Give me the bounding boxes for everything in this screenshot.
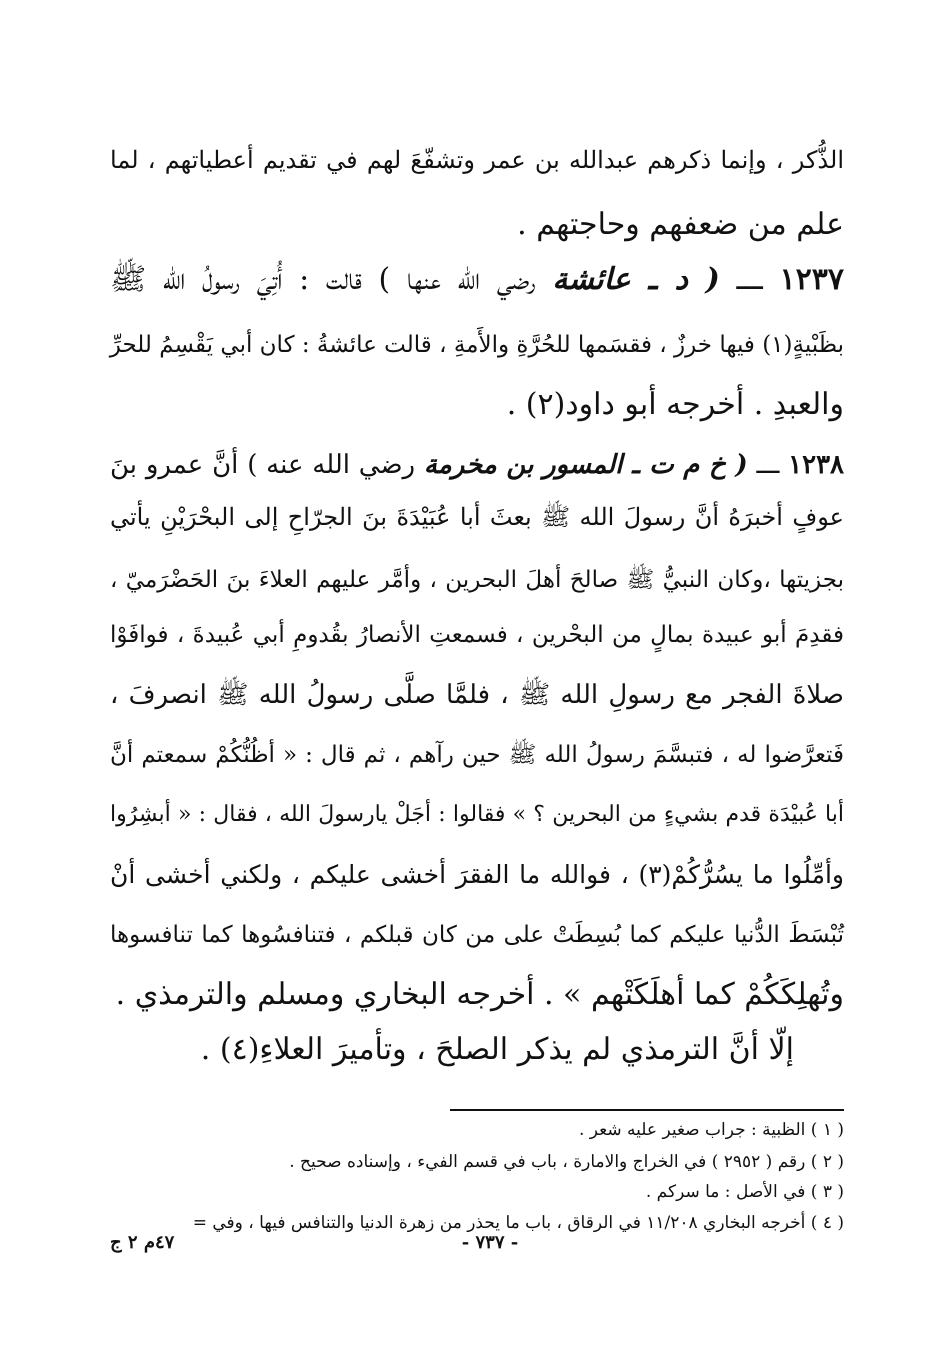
text-line: بجزيتها ،وكان النبيُّ ﷺ صالحَ أهلَ البحرين ، وأمَّر عليهم العلاءَ بنَ الحَضْرَميّ ، <box>110 567 844 593</box>
footnote-2: ( ٢ ) رقم ( ٢٩٥٢ ) في الخراج والامارة ، باب في قسم الفيء ، وإسناده صحيح . <box>289 1152 844 1172</box>
hadith-source-code: ( خ م ت ـ المسور بن مخرمة <box>423 450 748 480</box>
text-line: فَتعرَّضوا له ، فتبسَّمَ رسولُ الله ﷺ حين رآهم ، ثم قال : « أظُنُّكُمْ سمعتم أنَّ <box>110 742 844 768</box>
text-line: والعبدِ . أخرجه أبو داود(٢) . <box>506 387 844 422</box>
text-line: تُبْسَطَ الدُّنيا عليكم كما بُسِطَتْ على من كان قبلكم ، فتنافسُوها كما تنافسوها <box>110 922 844 948</box>
text-line: وأمِّلُوا ما يسُرُّكُمْ(٣) ، فوالله ما الفقرَ أخشى عليكم ، ولكني أخشى أنْ <box>110 860 844 889</box>
hadith-number: ١٢٣٧ <box>779 262 844 297</box>
text-line: علم من ضعفهم وحاجتهم . <box>517 207 844 242</box>
dash: ـــ <box>736 262 763 297</box>
hadith-1238-heading <box>110 435 844 495</box>
hadith-1237-heading <box>110 250 844 310</box>
hadith-source-code: ( د ـ عائشة <box>552 262 720 297</box>
text-line: الذُّكر ، وإنما ذكرهم عبدالله بن عمر وتشفّعَ لهم في تقديم أعطياتهم ، لما <box>110 146 844 174</box>
hadith-text: رضي الله عنه ) أنَّ عمرو بنَ <box>110 450 416 480</box>
hadith-text: رضي الله عنها ) قالت : أُتِيَ رسولُ الله ﷺ <box>110 262 536 297</box>
text-line: فقدِمَ أبو عبيدة بمالٍ من البحْرين ، فسمعتِ الأنصارُ بقُدومِ أبي عُبيدةَ ، فوافَوْا <box>110 622 844 648</box>
text-line: بظَبْيةٍ(١) فيها خرزٌ ، فقسَمها للحُرَّةِ والأَمةِ ، قالت عائشةُ : كان أبي يَقْسِمُ للحرِّ <box>109 332 844 358</box>
dash: ـــ <box>756 450 780 480</box>
text-line: أبا عُبيْدَة قدم بشيءٍ من البحرين ؟ » فقالوا : أجَلْ يارسولَ الله ، فقال : « أبشِرُوا <box>110 802 844 827</box>
hadith-number: ١٢٣٨ <box>788 450 845 480</box>
footnote-3: ( ٣ ) في الأصل : ما سركم . <box>645 1182 844 1202</box>
footnote-4: ( ٤ ) أخرجه البخاري ١١/٢٠٨ في الرقاق ، باب ما يحذر من زهرة الدنيا والتنافس فيها ، وفي = <box>192 1213 844 1233</box>
text-line: عوفٍ أخبرَهُ أنَّ رسولَ الله ﷺ بعثَ أبا عُبَيْدَةَ بنَ الجرّاحِ إلى البحْرَيْنِ يأتي <box>110 503 844 531</box>
text-line: وتُهلِكَكُمْ كما أهلَكَتْهم » . أخرجه البخاري ومسلم والترمذي . <box>115 977 844 1012</box>
footnote-divider <box>450 1109 844 1111</box>
text-line: صلاةَ الفجر مع رسولِ الله ﷺ ، فلمَّا صلَّى رسولُ الله ﷺ انصرفَ ، <box>110 680 844 710</box>
page-number: - ٧٣٧ - <box>461 1232 519 1253</box>
footnote-1: ( ١ ) الظبية : جراب صغير عليه شعر . <box>578 1120 844 1140</box>
text-line: إلّا أنَّ الترمذي لم يذكر الصلحَ ، وتأميرَ العلاءِ(٤) . <box>200 1032 794 1067</box>
signature-mark: ٤٧م ٢ ج <box>110 1232 175 1253</box>
